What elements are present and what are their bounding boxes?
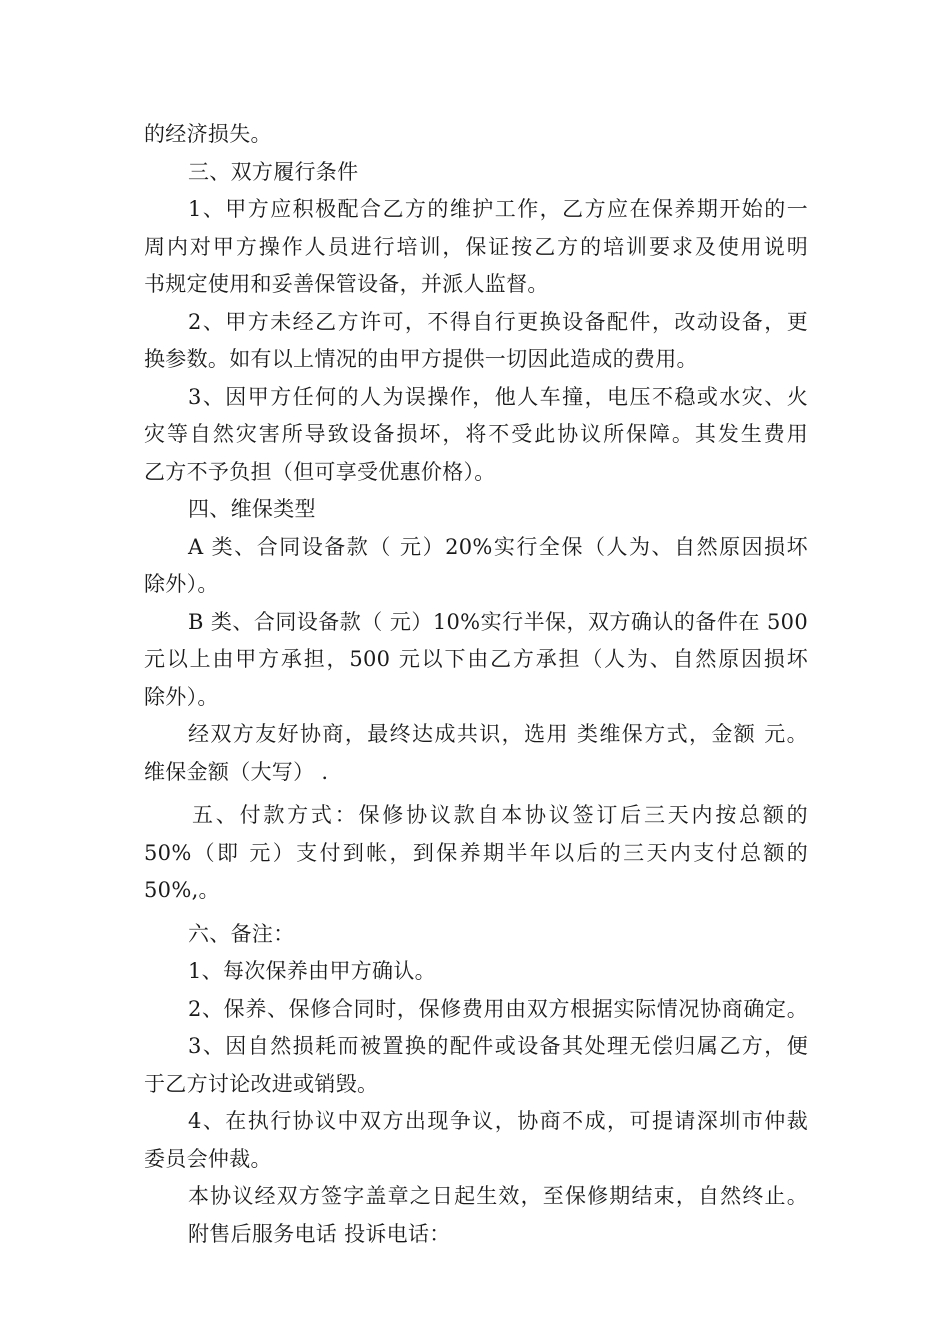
text-line: B 类、合同设备款（ 元）10%实行半保，双方确认的备件在 500	[188, 609, 808, 634]
text-line: 1、每次保养由甲方确认。	[188, 959, 436, 983]
text-line: A 类、合同设备款（ 元）20%实行全保（人为、自然原因损坏	[188, 534, 808, 559]
text-line: 3、因自然损耗而被置换的配件或设备其处理无偿归属乙方，便	[188, 1034, 808, 1058]
text-line: 乙方不予负担（但可享受优惠价格）。	[144, 459, 496, 484]
section-heading-4: 四、维保类型	[188, 497, 316, 521]
text-line: 换参数。如有以上情况的由甲方提供一切因此造成的费用。	[144, 347, 698, 371]
text-line: 50%,。	[144, 878, 220, 902]
section-heading-6: 六、备注：	[188, 921, 295, 946]
text-line: 2、甲方未经乙方许可，不得自行更换设备配件，改动设备，更	[188, 309, 808, 334]
text-line: 3、因甲方任何的人为误操作，他人车撞，电压不稳或水灾、火	[188, 384, 808, 409]
text-line: 的经济损失。	[144, 122, 272, 146]
text-line: 附售后服务电话 投诉电话：	[188, 1221, 451, 1246]
text-line: 本协议经双方签字盖章之日起生效，至保修期结束，自然终止。	[188, 1184, 808, 1208]
text-line: 除外）。	[144, 684, 219, 709]
section-heading-3: 三、双方履行条件	[188, 159, 359, 184]
text-line: 元以上由甲方承担，500 元以下由乙方承担（人为、自然原因损坏	[144, 647, 808, 671]
text-line: 周内对甲方操作人员进行培训，保证按乙方的培训要求及使用说明	[144, 234, 808, 259]
text-line: 灾等自然灾害所导致设备损坏，将不受此协议所保障。其发生费用	[144, 422, 808, 446]
section-heading-5: 五、付款方式：保修协议款自本协议签订后三天内按总额的	[192, 803, 808, 827]
text-line: 书规定使用和妥善保管设备，并派人监督。	[144, 272, 549, 296]
document-body	[144, 116, 808, 1253]
text-line: 委员会仲裁。	[144, 1146, 272, 1171]
text-line: 1、甲方应积极配合乙方的维护工作，乙方应在保养期开始的一	[188, 197, 808, 221]
text-line: 2、保养、保修合同时，保修费用由双方根据实际情况协商确定。	[188, 996, 808, 1021]
text-line: 50%（即 元）支付到帐，到保养期半年以后的三天内支付总额的	[144, 840, 808, 865]
text-line: 维保金额（大写） .	[144, 759, 329, 784]
text-line: 于乙方讨论改进或销毁。	[144, 1071, 379, 1096]
text-line: 经双方友好协商，最终达成共识，选用 类维保方式，金额 元。	[188, 722, 808, 746]
text-line: 4、在执行协议中双方出现争议，协商不成，可提请深圳市仲裁	[188, 1109, 808, 1133]
text-line: 除外）。	[144, 572, 219, 596]
